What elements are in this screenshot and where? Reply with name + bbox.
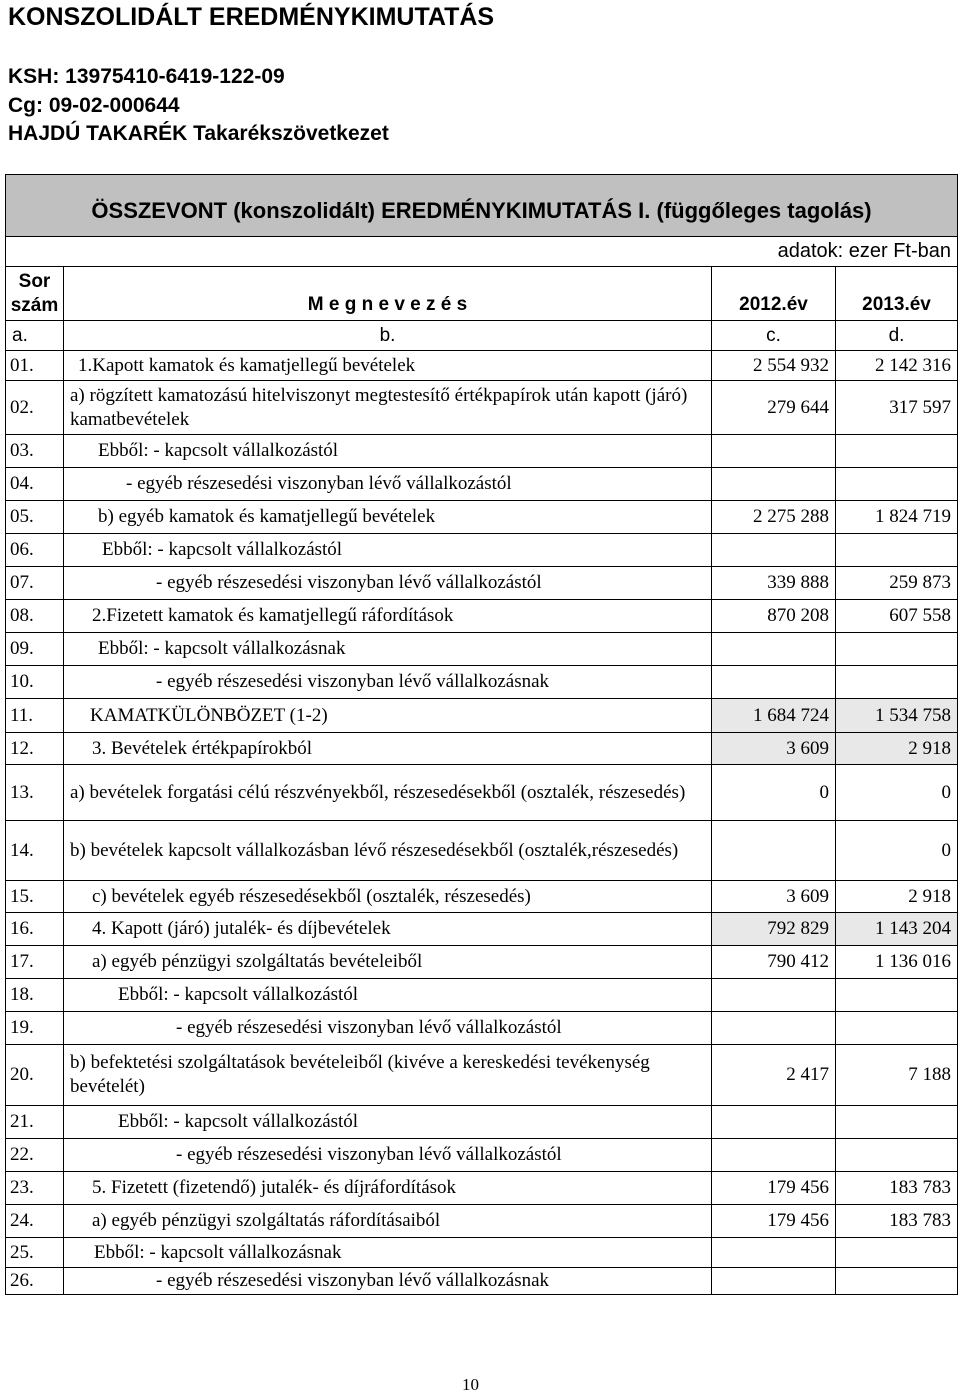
row-number: 21. [6,1106,64,1139]
table-row [6,666,958,699]
table-row [6,381,958,435]
row-label: - egyéb részesedési viszonyban lévő vállalkozástól [64,468,712,501]
row-label: - egyéb részesedési viszonyban lévő vállalkozásnak [64,666,712,699]
row-value-2013: 1 136 016 [836,946,958,979]
row-number: 20. [6,1045,64,1106]
row-number: 03. [6,435,64,468]
row-value-2012 [712,1268,836,1295]
row-label: b) egyéb kamatok és kamatjellegű bevételek [64,501,712,534]
row-label: KAMATKÜLÖNBÖZET (1-2) [64,699,712,733]
row-number: 13. [6,765,64,821]
col-header-sor-line2: szám [10,294,59,316]
row-value-2012 [712,435,836,468]
row-number: 02. [6,381,64,435]
col-letter-d: d. [836,321,958,351]
row-value-2012: 2 275 288 [712,501,836,534]
row-label: a) egyéb pénzügyi szolgáltatás ráfordításaiból [64,1205,712,1238]
row-number: 14. [6,821,64,881]
row-value-2013 [836,468,958,501]
row-value-2013: 0 [836,821,958,881]
row-value-2013: 1 824 719 [836,501,958,534]
table-row [6,1139,958,1172]
row-value-2012: 279 644 [712,381,836,435]
col-header-2013: 2013.év [836,267,958,321]
row-value-2012: 1 684 724 [712,699,836,733]
table-row [6,435,958,468]
row-value-2012: 0 [712,765,836,821]
row-label: a) rögzített kamatozású hitelviszonyt megtestesítő értékpapírok után kapott (járó) kamatbevételek [64,381,712,435]
row-number: 08. [6,600,64,633]
col-letter-a: a. [6,321,64,351]
col-header-sor [6,267,64,321]
table-row [6,1268,958,1295]
row-label: - egyéb részesedési viszonyban lévő vállalkozástól [64,1139,712,1172]
col-letter-c: c. [712,321,836,351]
row-value-2013 [836,1139,958,1172]
row-value-2012 [712,666,836,699]
row-value-2013 [836,979,958,1012]
row-number: 12. [6,733,64,765]
row-value-2012 [712,821,836,881]
row-value-2013: 7 188 [836,1045,958,1106]
row-number: 22. [6,1139,64,1172]
col-header-sor-line1: Sor [18,270,51,292]
row-value-2013 [836,534,958,567]
row-value-2013: 183 783 [836,1205,958,1238]
table-row [6,946,958,979]
table-row [6,1238,958,1268]
table-row [6,1012,958,1045]
row-label: a) bevételek forgatási célú részvényekből, részesedésekből (osztalék, részesedés) [64,765,712,821]
row-value-2013 [836,633,958,666]
row-value-2012: 179 456 [712,1172,836,1205]
row-label: b) befektetési szolgáltatások bevételeiből (kivéve a kereskedési tevékenység bevételét) [64,1045,712,1106]
table-row [6,633,958,666]
row-label: c) bevételek egyéb részesedésekből (osztalék, részesedés) [64,881,712,913]
table-row [6,1045,958,1106]
col-letter-b: b. [64,321,712,351]
row-value-2013: 0 [836,765,958,821]
row-number: 15. [6,881,64,913]
row-value-2013: 607 558 [836,600,958,633]
table-row [6,699,958,733]
row-value-2013: 183 783 [836,1172,958,1205]
table-body [6,351,958,1295]
page-number: 10 [462,1375,479,1394]
row-label: Ebből: - kapcsolt vállalkozástól [64,534,712,567]
row-value-2013: 1 143 204 [836,913,958,946]
table-row [6,351,958,381]
row-value-2013 [836,435,958,468]
row-number: 23. [6,1172,64,1205]
row-number: 24. [6,1205,64,1238]
row-number: 11. [6,699,64,733]
table-title: ÖSSZEVONT (konszolidált) EREDMÉNYKIMUTATÁS I. (függőleges tagolás) [6,175,958,237]
income-statement-table [5,174,958,1295]
row-label: Ebből: - kapcsolt vállalkozástól [64,1106,712,1139]
row-label: - egyéb részesedési viszonyban lévő vállalkozástól [64,1012,712,1045]
row-label: b) bevételek kapcsolt vállalkozásban lévő részesedésekből (osztalék,részesedés) [64,821,712,881]
row-label: a) egyéb pénzügyi szolgáltatás bevételeiből [64,946,712,979]
row-number: 01. [6,351,64,381]
row-value-2012 [712,1106,836,1139]
row-number: 07. [6,567,64,600]
row-label: 1.Kapott kamatok és kamatjellegű bevételek [64,351,712,381]
table-row [6,821,958,881]
row-label: Ebből: - kapcsolt vállalkozásnak [64,1238,712,1268]
row-label: Ebből: - kapcsolt vállalkozásnak [64,633,712,666]
unit-row [6,237,958,267]
row-value-2012 [712,468,836,501]
row-number: 18. [6,979,64,1012]
row-value-2013 [836,1012,958,1045]
row-value-2012: 790 412 [712,946,836,979]
row-value-2012: 3 609 [712,881,836,913]
row-number: 06. [6,534,64,567]
company-name: HAJDÚ TAKARÉK Takarékszövetkezet [8,122,389,145]
row-label: 5. Fizetett (fizetendő) jutalék- és díjráfordítások [64,1172,712,1205]
row-label: Ebből: - kapcsolt vállalkozástól [64,435,712,468]
unit-label: adatok: ezer Ft-ban [6,237,958,267]
row-value-2013: 1 534 758 [836,699,958,733]
row-number: 05. [6,501,64,534]
column-header-row [6,267,958,321]
row-label: - egyéb részesedési viszonyban lévő vállalkozástól [64,567,712,600]
col-header-2012: 2012.év [712,267,836,321]
table-row [6,881,958,913]
row-value-2012 [712,979,836,1012]
row-value-2013 [836,1268,958,1295]
row-value-2013: 2 142 316 [836,351,958,381]
table-row [6,1106,958,1139]
row-value-2012: 3 609 [712,733,836,765]
col-header-name: M e g n e v e z é s [64,267,712,321]
row-number: 25. [6,1238,64,1268]
row-value-2013: 317 597 [836,381,958,435]
table-row [6,468,958,501]
row-value-2012 [712,633,836,666]
row-value-2013: 2 918 [836,733,958,765]
row-value-2012 [712,1139,836,1172]
table-row [6,733,958,765]
row-label: 3. Bevételek értékpapírokból [64,733,712,765]
row-value-2012 [712,1238,836,1268]
row-value-2012: 2 417 [712,1045,836,1106]
row-value-2012: 179 456 [712,1205,836,1238]
table-row [6,913,958,946]
row-label: 4. Kapott (járó) jutalék- és díjbevételek [64,913,712,946]
row-value-2012: 339 888 [712,567,836,600]
row-value-2013: 2 918 [836,881,958,913]
row-number: 10. [6,666,64,699]
row-value-2012 [712,534,836,567]
table-row [6,765,958,821]
row-value-2013: 259 873 [836,567,958,600]
table-row [6,501,958,534]
row-value-2012 [712,1012,836,1045]
table-row [6,600,958,633]
row-value-2012: 792 829 [712,913,836,946]
row-label: 2.Fizetett kamatok és kamatjellegű ráfordítások [64,600,712,633]
row-value-2013 [836,1238,958,1268]
row-number: 17. [6,946,64,979]
row-number: 09. [6,633,64,666]
row-number: 04. [6,468,64,501]
ksh-number: KSH: 13975410-6419-122-09 [8,65,285,88]
column-letter-row [6,321,958,351]
row-number: 26. [6,1268,64,1295]
row-value-2013 [836,1106,958,1139]
row-number: 19. [6,1012,64,1045]
document-title: KONSZOLIDÁLT EREDMÉNYKIMUTATÁS [8,3,495,31]
table-title-row [6,175,958,237]
row-value-2013 [836,666,958,699]
table-row [6,1172,958,1205]
table-row [6,567,958,600]
table-row [6,534,958,567]
row-label: - egyéb részesedési viszonyban lévő vállalkozásnak [64,1268,712,1295]
row-value-2012: 870 208 [712,600,836,633]
cg-number: Cg: 09-02-000644 [8,94,180,117]
row-number: 16. [6,913,64,946]
table-row [6,979,958,1012]
row-value-2012: 2 554 932 [712,351,836,381]
table-row [6,1205,958,1238]
row-label: Ebből: - kapcsolt vállalkozástól [64,979,712,1012]
